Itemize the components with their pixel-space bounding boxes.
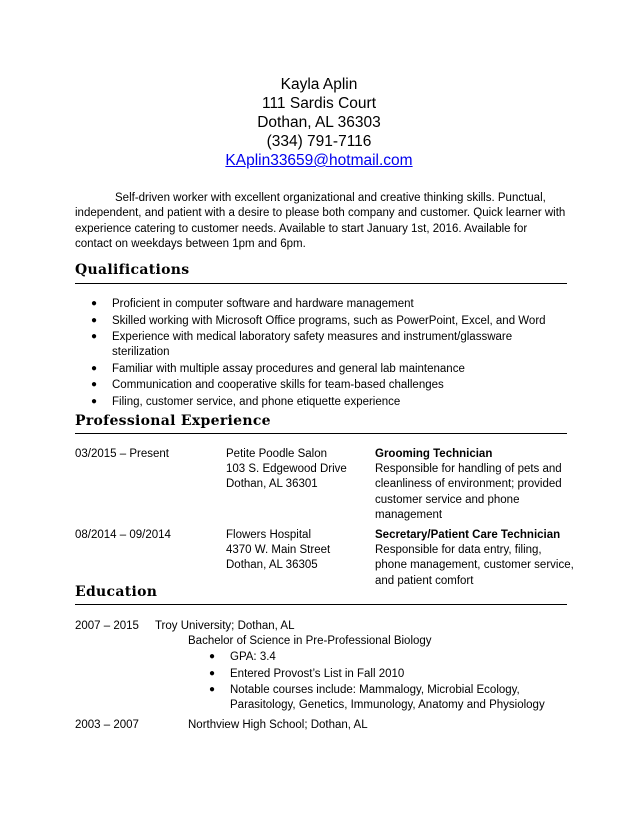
contact-header: [0, 75, 638, 170]
list-item: ● GPA: 3.4: [209, 651, 276, 663]
education-details-list: [209, 650, 559, 715]
qualifications-divider: [75, 283, 567, 284]
summary-text: Self-driven worker with excellent organizational and creative thinking skills. Punctual, independent, and patient with a desire to please both company and customer. Quick learner with experience catering to customer needs. Available to start January 1st, 2016. Available for contact on weekdays between 1pm and 6pm.: [75, 192, 566, 250]
highschool-name: Northview High School; Dothan, AL: [188, 719, 368, 731]
bullet-icon: ●: [209, 667, 216, 679]
job-city: Dothan, AL 36305: [226, 559, 318, 572]
list-item: ● Familiar with multiple assay procedures and general lab maintenance: [91, 362, 465, 375]
bullet-icon: ●: [91, 331, 98, 343]
summary-block: [75, 191, 567, 252]
highschool-years: 2003 – 2007: [75, 719, 139, 731]
job-description: Responsible for handling of pets and cleanliness of environment; provided customer service and phone management: [375, 463, 562, 521]
street-address: 111 Sardis Court: [261, 95, 376, 112]
list-item: ● Experience with medical laboratory safety measures and instrument/glassware sterilization: [91, 331, 513, 358]
list-item: ● Proficient in computer software and hardware management: [91, 298, 414, 310]
job-city: Dothan, AL 36301: [226, 478, 318, 491]
job-employer: Flowers Hospital: [226, 529, 311, 541]
job-title: Secretary/Patient Care Technician: [375, 529, 561, 541]
job-employer-block: [226, 447, 371, 493]
experience-divider: [75, 433, 567, 434]
list-item: ● Filing, customer service, and phone etiquette experience: [91, 395, 401, 408]
bullet-icon: ●: [91, 379, 98, 391]
job-description: Responsible for data entry, filing, phone management, customer service, and patient comfort: [375, 544, 574, 587]
bullet-icon: ●: [209, 651, 216, 662]
list-item: ● Notable courses include: Mammalogy, Microbial Ecology, Parasitology, Genetics, Immunology, Anatomy and Physiology: [209, 684, 545, 711]
job-employer-block: [226, 528, 371, 574]
job-dates: 08/2014 – 09/2014: [75, 529, 171, 541]
city-state-zip: Dothan, AL 36303: [257, 114, 381, 131]
list-item: ● Skilled working with Microsoft Office programs, such as PowerPoint, Excel, and Word: [91, 314, 546, 327]
university-name: Troy University; Dothan, AL: [154, 620, 295, 632]
experience-heading: Professional Experience: [75, 413, 271, 429]
list-item: ● Entered Provost’s List in Fall 2010: [209, 667, 405, 680]
qualifications-list: [91, 297, 561, 412]
bullet-icon: ●: [91, 314, 98, 326]
job-role-block: [375, 447, 575, 523]
university-years: 2007 – 2015: [75, 620, 139, 632]
candidate-name: Kayla Aplin: [280, 76, 358, 93]
bullet-icon: ●: [91, 395, 98, 407]
bullet-icon: ●: [209, 684, 216, 696]
phone-number: (334) 791-7116: [266, 133, 372, 150]
job-address: 4370 W. Main Street: [226, 544, 331, 557]
education-heading: Education: [75, 584, 158, 600]
job-dates: 03/2015 – Present: [75, 448, 169, 460]
degree: Bachelor of Science in Pre-Professional Biology: [188, 635, 432, 647]
job-employer: Petite Poodle Salon: [226, 448, 328, 460]
university-row: [75, 619, 294, 634]
job-address: 103 S. Edgewood Drive: [226, 463, 347, 476]
education-divider: [75, 604, 567, 605]
qualifications-heading: Qualifications: [75, 262, 190, 278]
email-link[interactable]: KAplin33659@hotmail.com: [225, 152, 413, 169]
list-item: ● Communication and cooperative skills for team-based challenges: [91, 379, 444, 392]
bullet-icon: ●: [91, 298, 98, 309]
highschool-row: [75, 718, 575, 733]
job-title: Grooming Technician: [375, 448, 493, 460]
job-role-block: [375, 528, 575, 589]
bullet-icon: ●: [91, 362, 98, 374]
